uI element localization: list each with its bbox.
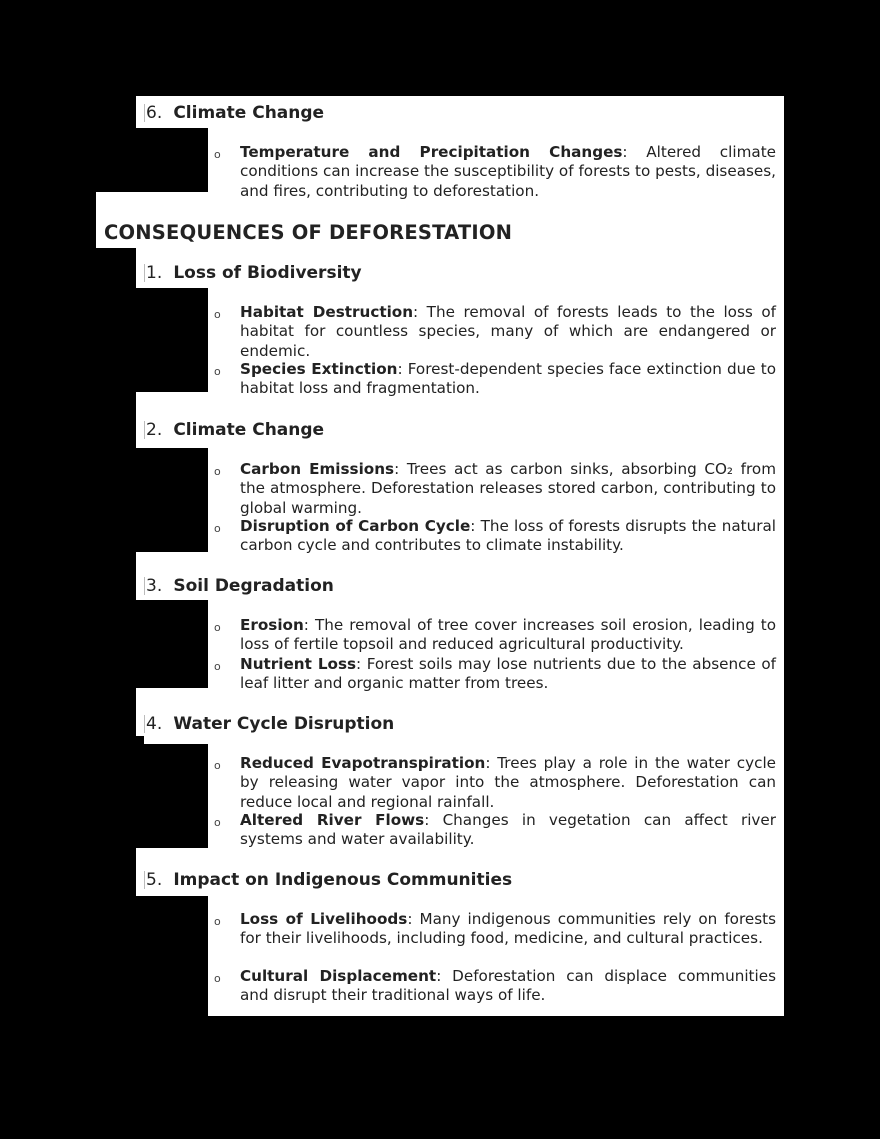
margin-marker <box>144 421 145 439</box>
margin-marker <box>144 577 145 595</box>
list-item <box>240 360 776 399</box>
item-text: : The removal of tree cover increases soil erosion, leading to loss of fertile topsoil and reduced agricultural productivity. <box>240 616 776 654</box>
item-term: Disruption of Carbon Cycle <box>240 517 471 535</box>
item-term: Loss of Livelihoods <box>240 910 408 928</box>
section-heading <box>146 576 334 596</box>
bullet-icon: o <box>214 465 221 478</box>
item-term: Carbon Emissions <box>240 460 395 478</box>
item-term: Habitat Destruction <box>240 303 414 321</box>
item-text: : Changes in vegetation can affect river systems and water availability. <box>240 811 777 849</box>
section-number: 3. <box>146 576 163 596</box>
item-text: : Forest-dependent species face extinction due to habitat loss and fragmentation. <box>240 360 776 398</box>
item-text: : Forest soils may lose nutrients due to the absence of leaf litter and organic matter from trees. <box>240 655 776 693</box>
section-title: Climate Change <box>173 103 325 123</box>
list-item <box>240 143 776 201</box>
item-text: : Altered climate conditions can increase the susceptibility of forests to pests, diseases, and fires, contributing to deforestation. <box>240 143 776 200</box>
section-number: 5. <box>146 870 163 890</box>
list-item <box>240 754 776 812</box>
bullet-icon: o <box>214 660 221 673</box>
list-item <box>240 811 776 850</box>
item-term: Cultural Displacement <box>240 967 437 985</box>
bullet-icon: o <box>214 759 221 772</box>
item-term: Species Extinction <box>240 360 398 378</box>
bullet-icon: o <box>214 816 221 829</box>
page-heading: CONSEQUENCES OF DEFORESTATION <box>104 221 513 244</box>
list-item <box>240 967 776 1006</box>
bullet-icon: o <box>214 915 221 928</box>
margin-marker <box>144 264 145 282</box>
item-term: Erosion <box>240 616 304 634</box>
section-title: Loss of Biodiversity <box>173 263 362 283</box>
list-item <box>240 655 776 694</box>
item-term: Reduced Evapotranspiration <box>240 754 486 772</box>
section-number: 4. <box>146 714 163 734</box>
item-text: : Deforestation can displace communities and disrupt their traditional ways of life. <box>240 967 776 1005</box>
list-item <box>240 616 776 655</box>
list-item <box>240 517 776 556</box>
item-text: : The removal of forests leads to the loss of habitat for countless species, many of which are endangered or endemic. <box>240 303 776 360</box>
section-heading <box>146 263 362 283</box>
item-text: : Trees act as carbon sinks, absorbing CO₂ from the atmosphere. Deforestation releases stored carbon, contributing to global warming. <box>240 460 776 517</box>
margin-marker <box>144 871 145 889</box>
section-title: Water Cycle Disruption <box>173 714 395 734</box>
item-text: : The loss of forests disrupts the natural carbon cycle and contributes to climate instability. <box>240 517 776 555</box>
section-number: 2. <box>146 420 163 440</box>
section-number: 6. <box>146 103 163 123</box>
bullet-icon: o <box>214 972 221 985</box>
list-item <box>240 303 776 361</box>
section-heading <box>146 870 512 890</box>
margin-marker <box>144 104 145 122</box>
item-text: : Trees play a role in the water cycle by releasing water vapor into the atmosphere. Deforestation can reduce local and regional rainfall. <box>240 754 777 811</box>
section-title: Soil Degradation <box>173 576 334 596</box>
item-term: Altered River Flows <box>240 811 425 829</box>
bullet-icon: o <box>214 308 221 321</box>
list-item <box>240 910 776 949</box>
bullet-icon: o <box>214 621 221 634</box>
section-title: Impact on Indigenous Communities <box>173 870 513 890</box>
list-item <box>240 460 776 518</box>
item-text: : Many indigenous communities rely on forests for their livelihoods, including food, medicine, and cultural practices. <box>240 910 776 948</box>
margin-marker <box>144 715 145 733</box>
section-title: Climate Change <box>173 420 325 440</box>
page-region <box>144 736 784 744</box>
bullet-icon: o <box>214 522 221 535</box>
bullet-icon: o <box>214 148 221 161</box>
section-number: 1. <box>146 263 163 283</box>
section-heading <box>146 103 324 123</box>
section-heading <box>146 420 324 440</box>
section-heading <box>146 714 394 734</box>
item-term: Nutrient Loss <box>240 655 357 673</box>
item-term: Temperature and Precipitation Changes <box>240 143 623 161</box>
bullet-icon: o <box>214 365 221 378</box>
